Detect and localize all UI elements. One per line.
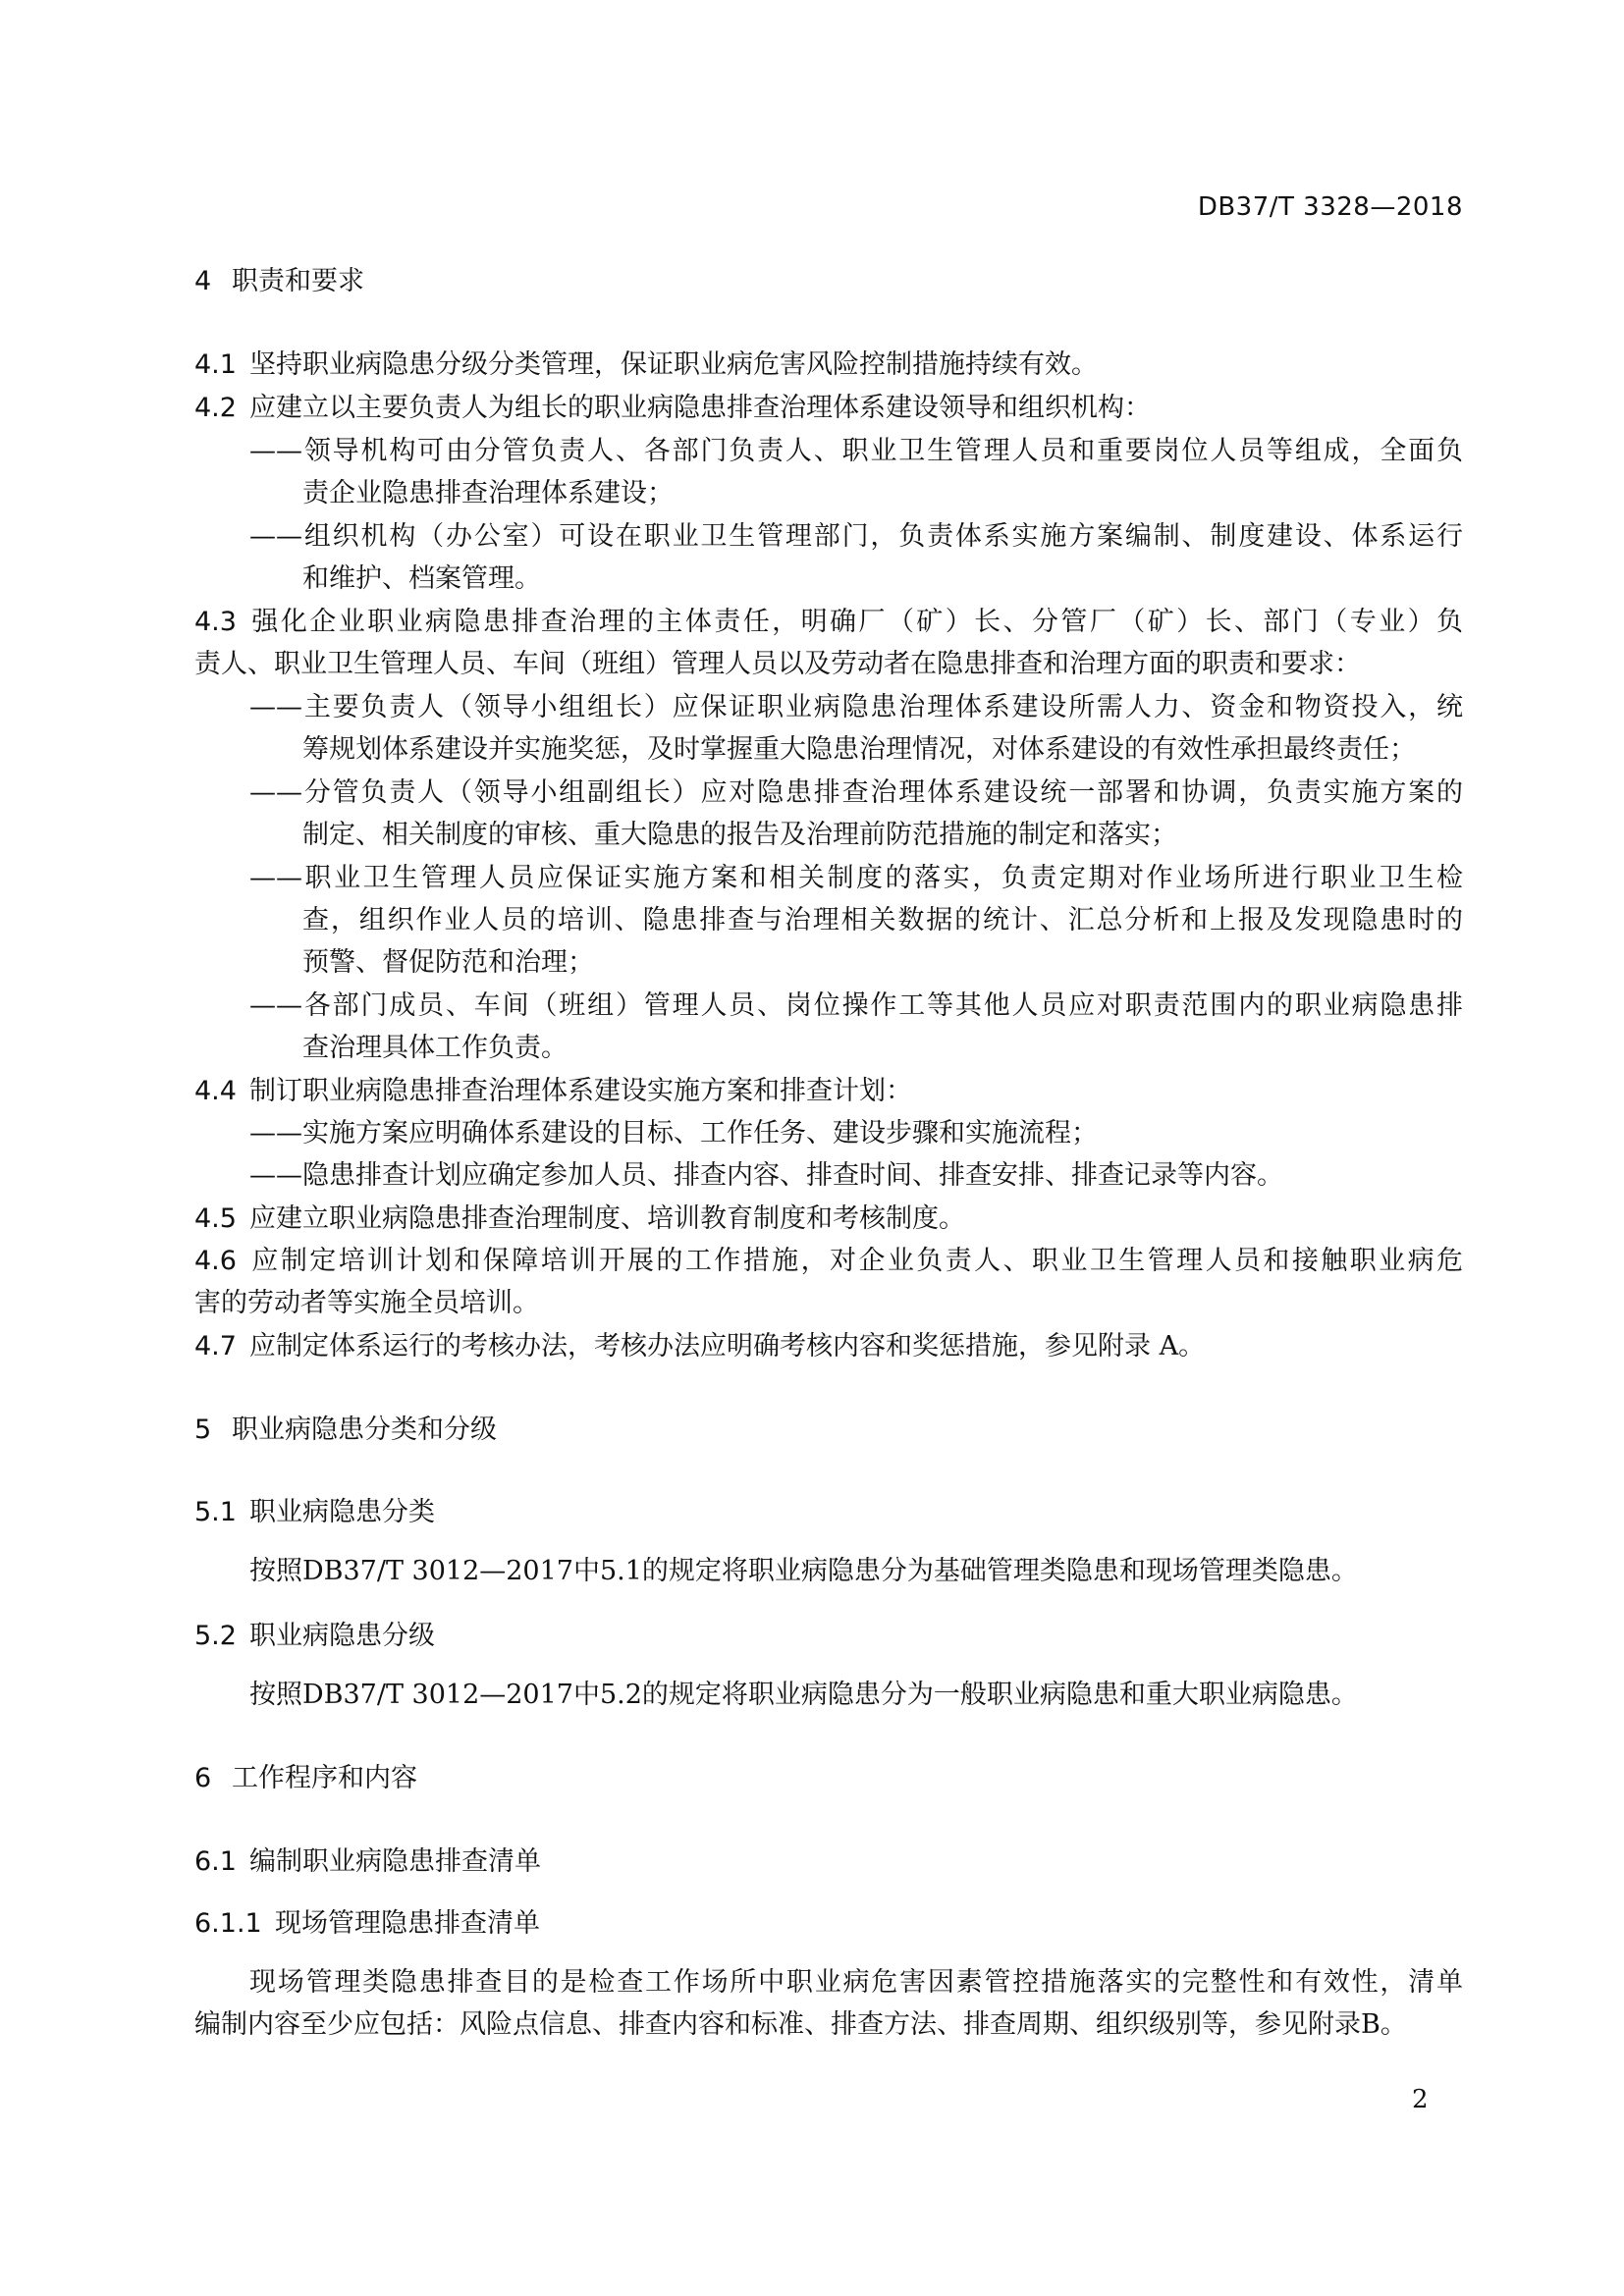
- subsection-number: 6.1: [194, 1846, 237, 1877]
- subsection-text: 按照DB37/T 3012—2017中5.1的规定将职业病隐患分为基础管理类隐患和现场管理类隐患。: [249, 1556, 1358, 1586]
- subsection-title: 职业病隐患分类: [249, 1497, 435, 1527]
- section-4-heading: [194, 265, 364, 298]
- section-number: 4: [194, 266, 212, 296]
- clause-4-1: [194, 348, 1098, 382]
- clause-number: 4.1: [194, 349, 237, 380]
- subsection-text: 现场管理类隐患排查目的是检查工作场所中职业病危害因素管控措施落实的完整性和有效性，清单: [249, 1967, 1463, 1998]
- clause-4-3: [194, 606, 1463, 639]
- section-number: 5: [194, 1415, 212, 1445]
- clause-4-5: [194, 1202, 965, 1236]
- clause-4-4: [194, 1075, 912, 1108]
- list-item: ——主要负责人（领导小组组长）应保证职业病隐患治理体系建设所需人力、资金和物资投入，统: [249, 692, 1463, 722]
- clause-4-2: [194, 392, 1151, 425]
- list-item: ——职业卫生管理人员应保证实施方案和相关制度的落实，负责定期对作业场所进行职业卫生检: [249, 863, 1463, 893]
- clause-text-continuation: 责人、职业卫生管理人员、车间（班组）管理人员以及劳动者在隐患排查和治理方面的职责和要求：: [194, 649, 1361, 679]
- subsection-number: 5.1: [194, 1497, 237, 1527]
- list-item-continuation: 筹规划体系建设并实施奖惩，及时掌握重大隐患治理情况，对体系建设的有效性承担最终责任；: [302, 734, 1416, 765]
- list-item-continuation: 责企业隐患排查治理体系建设；: [302, 478, 674, 508]
- list-item: ——各部门成员、车间（班组）管理人员、岗位操作工等其他人员应对职责范围内的职业病隐患排: [249, 990, 1463, 1021]
- list-item-continuation: 查治理具体工作负责。: [302, 1033, 568, 1063]
- subsection-5-1-heading: [194, 1496, 435, 1529]
- clause-text: 应制定培训计划和保障培训开展的工作措施，对企业负责人、职业卫生管理人员和接触职业病危: [249, 1246, 1463, 1276]
- clause-4-6: [194, 1245, 1463, 1278]
- clause-text: 应建立职业病隐患排查治理制度、培训教育制度和考核制度。: [249, 1203, 965, 1234]
- list-item: ——组织机构（办公室）可设在职业卫生管理部门，负责体系实施方案编制、制度建设、体系运行: [249, 521, 1463, 552]
- clause-text: 制订职业病隐患排查治理体系建设实施方案和排查计划：: [249, 1076, 912, 1106]
- subsection-title: 现场管理隐患排查清单: [275, 1908, 540, 1939]
- list-item-continuation: 制定、相关制度的审核、重大隐患的报告及治理前防范措施的制定和落实；: [302, 820, 1177, 850]
- clause-text-continuation: 害的劳动者等实施全员培训。: [194, 1288, 539, 1318]
- clause-4-7: [194, 1330, 1205, 1363]
- page-number: 2: [1412, 2085, 1429, 2114]
- list-item-continuation: 预警、督促防范和治理；: [302, 947, 594, 978]
- list-item: ——隐患排查计划应确定参加人员、排查内容、排查时间、排查安排、排查记录等内容。: [249, 1160, 1283, 1191]
- subsection-5-2-heading: [194, 1620, 435, 1653]
- clause-text: 强化企业职业病隐患排查治理的主体责任，明确厂（矿）长、分管厂（矿）长、部门（专业）负: [249, 607, 1463, 637]
- section-title: 职业病隐患分类和分级: [232, 1415, 497, 1445]
- subsection-6-1-heading: [194, 1845, 541, 1879]
- document-code: DB37/T 3328—2018: [1197, 192, 1463, 222]
- subsection-text-continuation: 编制内容至少应包括：风险点信息、排查内容和标准、排查方法、排查周期、组织级别等，参见附录B。: [194, 2009, 1407, 2040]
- list-item: ——实施方案应明确体系建设的目标、工作任务、建设步骤和实施流程；: [249, 1118, 1098, 1148]
- list-item: ——领导机构可由分管负责人、各部门负责人、职业卫生管理人员和重要岗位人员等组成，全面负: [249, 436, 1463, 466]
- clause-number: 4.4: [194, 1076, 237, 1106]
- clause-number: 4.6: [194, 1246, 237, 1276]
- subsection-title: 职业病隐患分级: [249, 1621, 435, 1651]
- section-number: 6: [194, 1763, 212, 1793]
- list-item-continuation: 和维护、档案管理。: [302, 563, 541, 594]
- section-title: 工作程序和内容: [232, 1763, 417, 1793]
- subsection-title: 编制职业病隐患排查清单: [249, 1846, 541, 1877]
- clause-number: 4.2: [194, 393, 237, 423]
- subsection-number: 6.1.1: [194, 1908, 262, 1939]
- subsection-6-1-1-heading: [194, 1907, 540, 1941]
- clause-text: 坚持职业病隐患分级分类管理，保证职业病危害风险控制措施持续有效。: [249, 349, 1098, 380]
- clause-number: 4.3: [194, 607, 237, 637]
- list-item-continuation: 查，组织作业人员的培训、隐患排查与治理相关数据的统计、汇总分析和上报及发现隐患时的: [302, 905, 1463, 935]
- clause-number: 4.5: [194, 1203, 237, 1234]
- section-6-heading: [194, 1762, 417, 1795]
- subsection-number: 5.2: [194, 1621, 237, 1651]
- clause-text: 应制定体系运行的考核办法，考核办法应明确考核内容和奖惩措施，参见附录 A。: [249, 1331, 1206, 1362]
- list-item: ——分管负责人（领导小组副组长）应对隐患排查治理体系建设统一部署和协调，负责实施方案的: [249, 777, 1463, 808]
- clause-number: 4.7: [194, 1331, 237, 1362]
- section-5-heading: [194, 1414, 497, 1447]
- subsection-text: 按照DB37/T 3012—2017中5.2的规定将职业病隐患分为一般职业病隐患和重大职业病隐患。: [249, 1680, 1358, 1710]
- section-title: 职责和要求: [232, 266, 364, 296]
- clause-text: 应建立以主要负责人为组长的职业病隐患排查治理体系建设领导和组织机构：: [249, 393, 1151, 423]
